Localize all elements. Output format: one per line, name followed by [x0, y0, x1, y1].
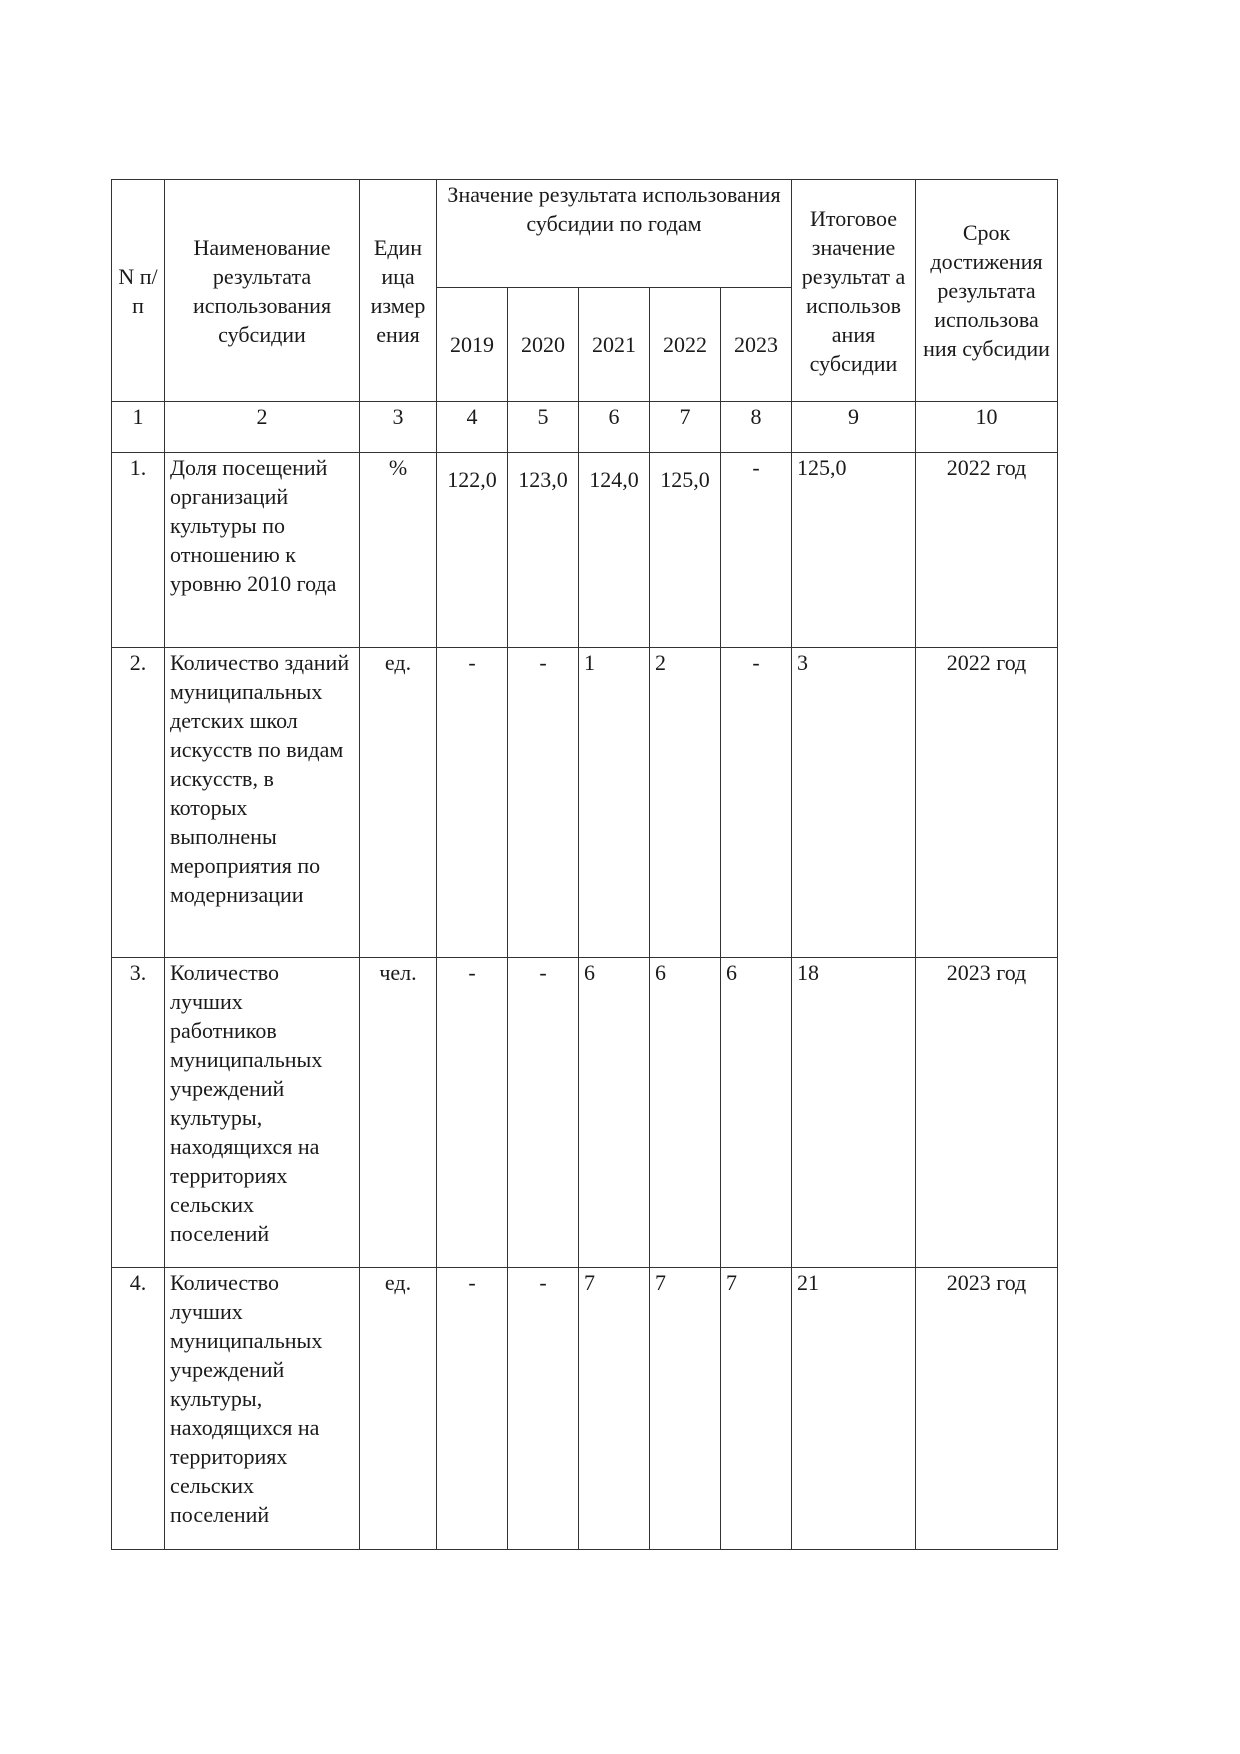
row-value-2022: 2 — [650, 648, 721, 958]
row-value-2023: 6 — [721, 958, 792, 1268]
header-year: 2023 — [721, 288, 792, 402]
column-number: 1 — [112, 402, 165, 453]
row-deadline: 2023 год — [916, 958, 1058, 1268]
row-total: 18 — [792, 958, 916, 1268]
header-unit: Един ица измер ения — [360, 180, 437, 402]
column-number: 3 — [360, 402, 437, 453]
row-unit: чел. — [360, 958, 437, 1268]
row-value-2019: 122,0 — [437, 453, 508, 648]
row-unit: ед. — [360, 648, 437, 958]
row-value-2020: - — [508, 958, 579, 1268]
row-unit: ед. — [360, 1268, 437, 1550]
column-number: 5 — [508, 402, 579, 453]
row-value-2022: 7 — [650, 1268, 721, 1550]
row-deadline: 2023 год — [916, 1268, 1058, 1550]
column-number: 7 — [650, 402, 721, 453]
row-value-2023: - — [721, 648, 792, 958]
header-n: N п/п — [112, 180, 165, 402]
row-value-2019: - — [437, 958, 508, 1268]
row-value-2019: - — [437, 648, 508, 958]
row-name: Доля посещений организаций культуры по отношению к уровню 2010 года — [165, 453, 360, 648]
row-value-2022: 125,0 — [650, 453, 721, 648]
row-value-2020: - — [508, 1268, 579, 1550]
column-number: 4 — [437, 402, 508, 453]
table-row — [112, 1268, 1058, 1550]
row-number: 2. — [112, 648, 165, 958]
column-numbers-row — [112, 402, 1058, 453]
row-name: Количество лучших работников муниципальных учреждений культуры, находящихся на территориях сельских поселений — [165, 958, 360, 1268]
row-deadline: 2022 год — [916, 648, 1058, 958]
row-value-2022: 6 — [650, 958, 721, 1268]
header-year: 2020 — [508, 288, 579, 402]
column-number: 2 — [165, 402, 360, 453]
column-number: 8 — [721, 402, 792, 453]
row-value-2020: 123,0 — [508, 453, 579, 648]
header-values-group: Значение результата использования субсидии по годам — [437, 180, 792, 288]
row-value-2021: 124,0 — [579, 453, 650, 648]
row-name: Количество лучших муниципальных учреждений культуры, находящихся на территориях сельских поселений — [165, 1268, 360, 1550]
row-value-2019: - — [437, 1268, 508, 1550]
row-value-2021: 1 — [579, 648, 650, 958]
row-deadline: 2022 год — [916, 453, 1058, 648]
column-number: 6 — [579, 402, 650, 453]
header-deadline: Срок достижения результата использова ния субсидии — [916, 180, 1058, 402]
subsidy-results-table — [111, 179, 1058, 1550]
header-year: 2022 — [650, 288, 721, 402]
header-name: Наименование результата использования субсидии — [165, 180, 360, 402]
table-row — [112, 958, 1058, 1268]
row-total: 21 — [792, 1268, 916, 1550]
header-total: Итоговое значение результат а использов ания субсидии — [792, 180, 916, 402]
row-value-2021: 7 — [579, 1268, 650, 1550]
column-number: 9 — [792, 402, 916, 453]
row-name: Количество зданий муниципальных детских школ искусств по видам искусств, в которых выполнены мероприятия по модернизации — [165, 648, 360, 958]
header-year: 2019 — [437, 288, 508, 402]
row-total: 3 — [792, 648, 916, 958]
row-value-2021: 6 — [579, 958, 650, 1268]
row-total: 125,0 — [792, 453, 916, 648]
row-unit: % — [360, 453, 437, 648]
row-value-2023: 7 — [721, 1268, 792, 1550]
table-row — [112, 648, 1058, 958]
row-value-2020: - — [508, 648, 579, 958]
row-number: 4. — [112, 1268, 165, 1550]
row-number: 1. — [112, 453, 165, 648]
row-number: 3. — [112, 958, 165, 1268]
row-value-2023: - — [721, 453, 792, 648]
table-row — [112, 453, 1058, 648]
column-number: 10 — [916, 402, 1058, 453]
header-year: 2021 — [579, 288, 650, 402]
